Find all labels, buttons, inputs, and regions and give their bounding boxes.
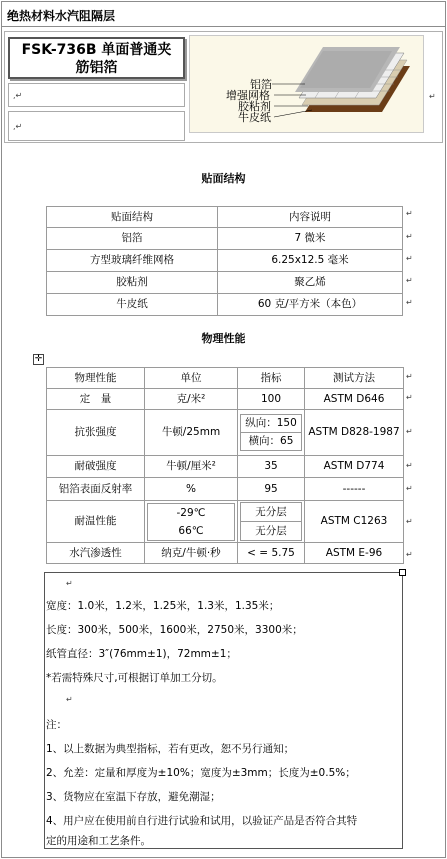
structure-cell: 6.25x12.5 毫米 [218, 250, 403, 272]
props-value: 100 [238, 389, 305, 410]
layer-label-kraft: 牛皮纸 [238, 111, 271, 124]
props-header-3: 指标 [238, 368, 305, 389]
structure-cell: 铝箔 [47, 228, 218, 250]
notes-box [44, 572, 403, 849]
props-value-b: 无分层 [255, 525, 287, 537]
row-end-mark: ↵ [406, 276, 413, 285]
section-title-structure: 贴面结构 [201, 172, 246, 185]
props-method: ASTM D646 [305, 389, 404, 410]
layer-label-foil: 铝箔 [250, 78, 272, 91]
props-method: ASTM E-96 [305, 543, 404, 564]
props-header-2: 单位 [145, 368, 238, 389]
row-end-mark: ↵ [406, 484, 413, 493]
props-unit: 纳克/牛顿·秒 [145, 543, 238, 564]
section-title-props: 物理性能 [201, 332, 246, 345]
structure-table [46, 206, 403, 316]
structure-cell: 胶粘剂 [47, 272, 218, 294]
resize-handle[interactable] [399, 569, 406, 576]
structure-header-1: 贴面结构 [47, 207, 218, 228]
row-end-mark: ↵ [406, 517, 413, 526]
props-method: ASTM D828-1987 [305, 410, 404, 456]
product-title-line1: FSK-736B 单面普通夹 [21, 42, 172, 58]
structure-cell: 60 克/平方米（本色） [218, 294, 403, 316]
row-end-mark: ↵ [406, 232, 413, 241]
props-value: 35 [238, 456, 305, 478]
note-2: 2、允差：定量和厚度为±10%；宽度为±3mm；长度为±0.5%； [46, 767, 356, 779]
props-unit: 克/米² [145, 389, 238, 410]
props-unit-b: 66℃ [178, 524, 204, 537]
structure-header-2: 内容说明 [218, 207, 403, 228]
note-4a: 4、用户应在使用前自行进行试验和试用，以验证产品是否符合其特 [46, 815, 358, 827]
note-1: 1、以上数据为典型指标，若有更改，恕不另行通知； [46, 743, 295, 755]
structure-cell: 聚乙烯 [218, 272, 403, 294]
table-move-handle[interactable]: ✛ [34, 354, 43, 364]
empty-box-2 [8, 111, 185, 141]
row-end-mark: ↵ [406, 209, 413, 218]
props-method: ASTM C1263 [305, 501, 404, 543]
para-mark: ↵ [66, 695, 73, 704]
row-end-mark: ↵ [406, 372, 413, 381]
product-title-box [8, 37, 185, 79]
props-name: 水汽渗透性 [47, 543, 145, 564]
props-name: 定 量 [47, 389, 145, 410]
row-end-mark: ↵ [406, 427, 413, 436]
note-3: 3、货物应在室温下存放，避免潮湿； [46, 791, 221, 803]
structure-cell: 牛皮纸 [47, 294, 218, 316]
structure-cell: 方型玻璃纤维网格 [47, 250, 218, 272]
props-name: 耐温性能 [47, 501, 145, 543]
props-value-split [238, 501, 305, 543]
props-name: 耐破强度 [47, 456, 145, 478]
props-method: ASTM D774 [305, 456, 404, 478]
properties-table [46, 367, 404, 564]
props-value: 95 [238, 478, 305, 501]
para-mark: ↵ [66, 579, 73, 588]
note-4b: 定的用途和工艺条件。 [46, 835, 151, 847]
props-value: < = 5.75 [238, 543, 305, 564]
props-unit: 牛顿/厘米² [145, 456, 238, 478]
props-value-b: 横向：65 [248, 435, 294, 447]
page-title: 绝热材料水汽阻隔层 [7, 9, 116, 23]
props-name: 抗张强度 [47, 410, 145, 456]
note-core: 纸管直径：3″(76mm±1)，72mm±1； [46, 648, 237, 660]
props-unit: 牛顿/25mm [145, 410, 238, 456]
row-end-mark: ↵ [406, 461, 413, 470]
header-bar [1, 1, 446, 27]
props-value-a: 无分层 [241, 503, 301, 522]
row-end-mark: ↵ [406, 550, 413, 559]
props-header-4: 测试方法 [305, 368, 404, 389]
para-mark: ↵ [429, 92, 436, 101]
note-width: 宽度：1.0米，1.2米，1.25米，1.3米，1.35米； [46, 600, 280, 612]
props-unit-a: -29℃ [176, 506, 206, 519]
props-name: 铝箔表面反射率 [47, 478, 145, 501]
product-title-line2: 筋铝箔 [75, 60, 118, 76]
layer-label-mesh: 增强网格 [226, 89, 270, 102]
props-header-1: 物理性能 [47, 368, 145, 389]
props-unit-split [145, 501, 238, 543]
row-end-mark: ↵ [406, 393, 413, 402]
para-mark: ,↵ [13, 122, 23, 131]
layer-label-adhesive: 胶粘剂 [238, 100, 271, 113]
structure-cell: 7 微米 [218, 228, 403, 250]
para-mark: ,↵ [13, 91, 23, 100]
row-end-mark: ↵ [406, 254, 413, 263]
row-end-mark: ↵ [406, 298, 413, 307]
props-method: ------ [305, 478, 404, 501]
empty-box-1 [8, 83, 185, 107]
props-value-a: 纵向：150 [241, 415, 301, 433]
layers-illustration [190, 36, 425, 134]
note-label: 注： [46, 719, 67, 731]
note-length: 长度：300米，500米，1600米，2750米，3300米； [46, 624, 303, 636]
props-value-split [238, 410, 305, 456]
layers-figure [189, 35, 424, 133]
props-unit: % [145, 478, 238, 501]
note-custom: *若需特殊尺寸,可根据订单加工分切。 [46, 672, 223, 684]
